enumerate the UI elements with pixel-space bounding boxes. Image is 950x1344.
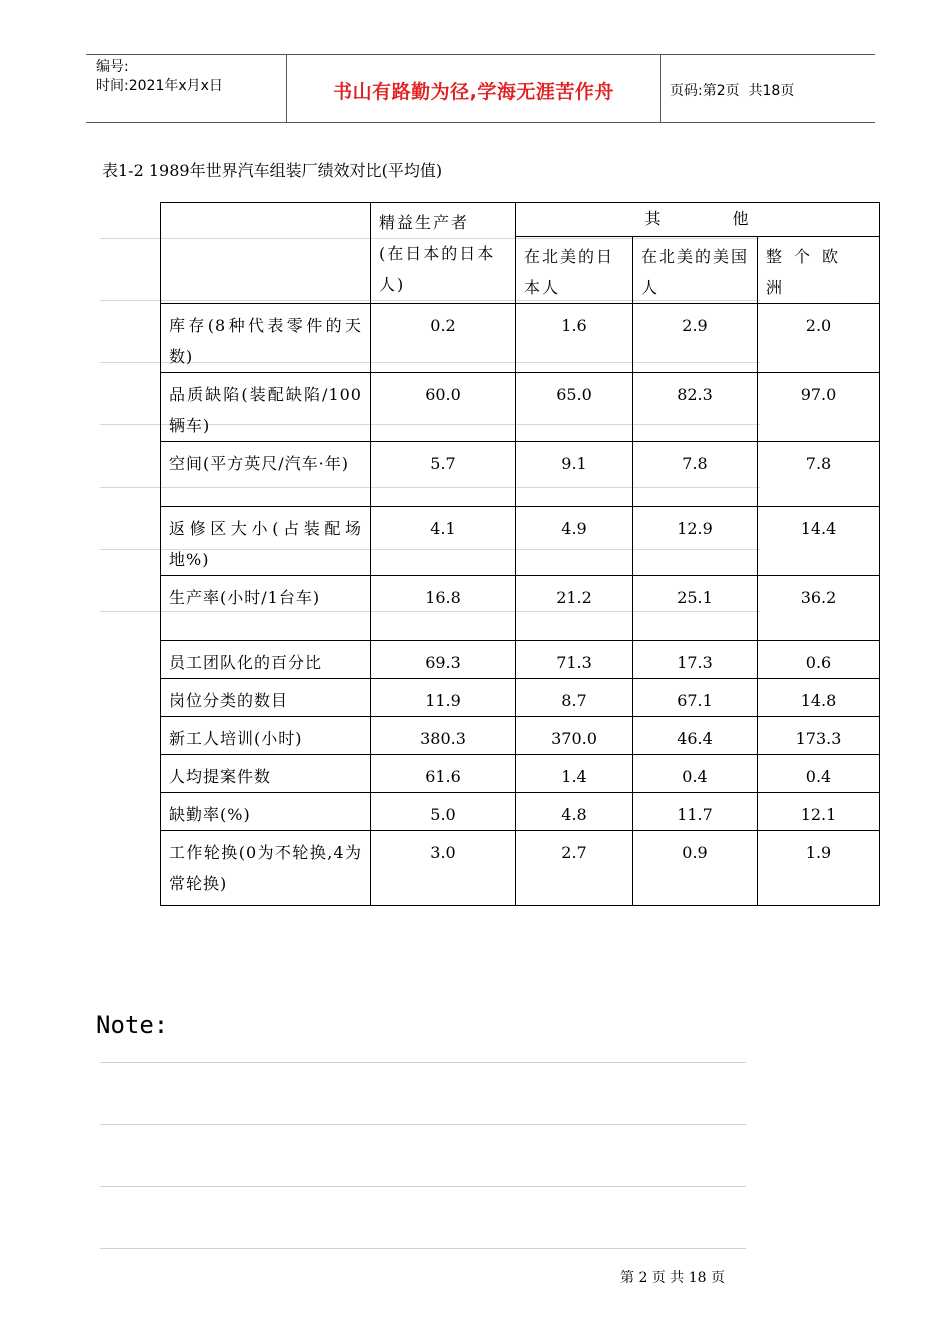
row-label: 人均提案件数 <box>161 755 371 793</box>
row-label: 缺勤率(%) <box>161 793 371 831</box>
note-label: Note: <box>96 1011 169 1039</box>
row-value-col1: 69.3 <box>371 641 516 679</box>
row-value-col4: 2.0 <box>758 304 880 373</box>
table-row <box>161 755 880 793</box>
row-value-col4: 14.4 <box>758 507 880 576</box>
row-label: 返修区大小(占装配场地%) <box>161 507 371 576</box>
row-value-col2: 1.4 <box>516 755 633 793</box>
table-row <box>161 442 880 507</box>
note-line <box>100 1062 746 1063</box>
table-header-row <box>161 203 880 237</box>
note-line <box>100 1124 746 1125</box>
header-other-b: 他 <box>732 209 751 228</box>
page-footer: 第 2 页 共 18 页 <box>620 1270 725 1286</box>
row-value-col2: 4.8 <box>516 793 633 831</box>
header-motto: 书山有路勤为径,学海无涯苦作舟 <box>333 81 614 103</box>
performance-table <box>160 202 880 906</box>
row-label: 工作轮换(0为不轮换,4为常轮换) <box>161 831 371 906</box>
header-divider <box>660 54 661 123</box>
row-value-col3: 82.3 <box>633 373 758 442</box>
header-top-rule <box>86 54 875 55</box>
row-value-col4: 1.9 <box>758 831 880 906</box>
row-label: 新工人培训(小时) <box>161 717 371 755</box>
header-col4: 整个欧洲 <box>758 237 880 304</box>
row-value-col1: 4.1 <box>371 507 516 576</box>
row-value-col2: 8.7 <box>516 679 633 717</box>
row-value-col3: 12.9 <box>633 507 758 576</box>
row-value-col4: 97.0 <box>758 373 880 442</box>
row-value-col1: 16.8 <box>371 576 516 641</box>
row-label: 空间(平方英尺/汽车·年) <box>161 442 371 507</box>
row-value-col3: 0.9 <box>633 831 758 906</box>
header-bottom-rule <box>86 122 875 123</box>
row-value-col1: 3.0 <box>371 831 516 906</box>
row-value-col3: 11.7 <box>633 793 758 831</box>
header-col2: 在北美的日本人 <box>516 237 633 304</box>
row-value-col4: 7.8 <box>758 442 880 507</box>
row-value-col2: 2.7 <box>516 831 633 906</box>
table-row <box>161 507 880 576</box>
row-value-col4: 0.4 <box>758 755 880 793</box>
header-other <box>516 203 880 237</box>
note-line <box>100 1186 746 1187</box>
row-value-col3: 7.8 <box>633 442 758 507</box>
row-value-col2: 65.0 <box>516 373 633 442</box>
row-value-col1: 60.0 <box>371 373 516 442</box>
row-value-col4: 0.6 <box>758 641 880 679</box>
row-value-col2: 1.6 <box>516 304 633 373</box>
row-label: 品质缺陷(装配缺陷/100辆车) <box>161 373 371 442</box>
header-other-a: 其 <box>644 209 663 228</box>
header-lean <box>371 203 516 304</box>
table-caption: 表1-2 1989年世界汽车组装厂绩效对比(平均值) <box>102 161 443 180</box>
header-meta <box>96 58 223 96</box>
row-value-col2: 4.9 <box>516 507 633 576</box>
table-row <box>161 679 880 717</box>
row-value-col2: 9.1 <box>516 442 633 507</box>
header-lean-sub: (在日本的日本人) <box>379 244 496 294</box>
row-value-col1: 5.7 <box>371 442 516 507</box>
table-row <box>161 304 880 373</box>
row-value-col3: 67.1 <box>633 679 758 717</box>
header-page-number: 页码:第2页 共18页 <box>670 83 795 99</box>
header-col3: 在北美的美国人 <box>633 237 758 304</box>
table-row <box>161 373 880 442</box>
row-value-col3: 46.4 <box>633 717 758 755</box>
row-value-col4: 12.1 <box>758 793 880 831</box>
time-label: 时间:2021年x月x日 <box>96 78 223 94</box>
row-value-col1: 11.9 <box>371 679 516 717</box>
row-value-col2: 21.2 <box>516 576 633 641</box>
table-row <box>161 576 880 641</box>
row-label: 生产率(小时/1台车) <box>161 576 371 641</box>
row-value-col1: 0.2 <box>371 304 516 373</box>
row-label: 岗位分类的数目 <box>161 679 371 717</box>
table-row <box>161 831 880 906</box>
row-value-col1: 61.6 <box>371 755 516 793</box>
row-value-col4: 173.3 <box>758 717 880 755</box>
row-label: 员工团队化的百分比 <box>161 641 371 679</box>
serial-label: 编号: <box>96 59 129 75</box>
row-value-col3: 17.3 <box>633 641 758 679</box>
table-row <box>161 641 880 679</box>
note-line <box>100 1248 746 1249</box>
table-row <box>161 717 880 755</box>
row-value-col4: 14.8 <box>758 679 880 717</box>
row-value-col3: 25.1 <box>633 576 758 641</box>
header-lean-title: 精益生产者 <box>379 213 470 232</box>
header-empty-cell <box>161 203 371 304</box>
row-value-col1: 5.0 <box>371 793 516 831</box>
row-value-col2: 71.3 <box>516 641 633 679</box>
row-value-col3: 0.4 <box>633 755 758 793</box>
table-row <box>161 793 880 831</box>
row-label: 库存(8种代表零件的天数) <box>161 304 371 373</box>
row-value-col3: 2.9 <box>633 304 758 373</box>
row-value-col4: 36.2 <box>758 576 880 641</box>
row-value-col1: 380.3 <box>371 717 516 755</box>
row-value-col2: 370.0 <box>516 717 633 755</box>
